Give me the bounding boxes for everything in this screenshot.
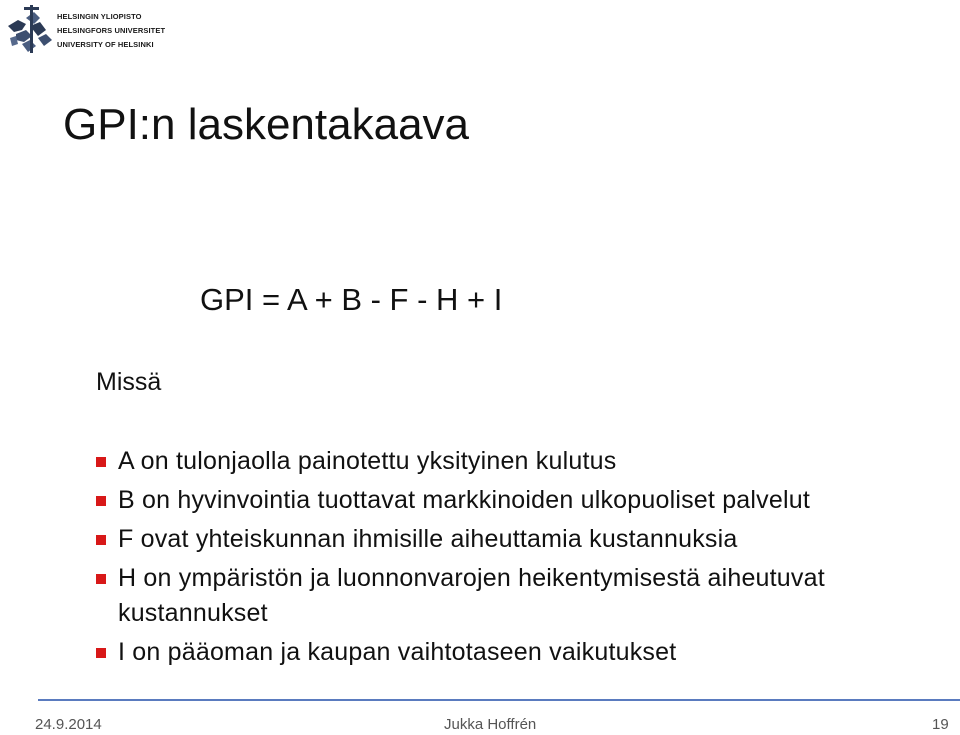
- bullet-item: [96, 635, 936, 670]
- bullet-text: H on ympäristön ja luonnonvarojen heikentymisestä aiheutuvat kustannukset: [118, 564, 825, 627]
- bullet-text: A on tulonjaolla painotettu yksityinen kulutus: [118, 447, 617, 475]
- page-number: 19: [932, 716, 949, 733]
- bullet-item: [96, 522, 936, 557]
- slide-title: GPI:n laskentakaava: [63, 100, 470, 149]
- bullet-list: [96, 444, 936, 674]
- bullet-item: [96, 444, 936, 479]
- bullet-text: B on hyvinvointia tuottavat markkinoiden ulkopuoliset palvelut: [118, 486, 810, 514]
- university-name-sv: HELSINGFORS UNIVERSITET: [57, 26, 166, 35]
- intro-text: Missä: [96, 368, 162, 396]
- university-name-fi: HELSINGIN YLIOPISTO: [57, 12, 142, 21]
- bullet-item: [96, 483, 936, 518]
- bullet-item: [96, 561, 936, 631]
- university-name-en: UNIVERSITY OF HELSINKI: [57, 40, 154, 49]
- university-names: [57, 10, 165, 52]
- footer-author: Jukka Hoffrén: [444, 716, 537, 733]
- square-bullet-icon: [96, 535, 106, 545]
- gpi-formula: GPI = A + B - F - H + I: [200, 282, 503, 317]
- university-logo: [4, 4, 166, 54]
- square-bullet-icon: [96, 574, 106, 584]
- square-bullet-icon: [96, 457, 106, 467]
- bullet-text: F ovat yhteiskunnan ihmisille aiheuttamia kustannuksia: [118, 525, 738, 553]
- bullet-text: I on pääoman ja kaupan vaihtotaseen vaikutukset: [118, 638, 677, 666]
- university-seal-icon: [4, 4, 56, 54]
- footer-date: 24.9.2014: [35, 716, 102, 733]
- square-bullet-icon: [96, 648, 106, 658]
- footer-divider: [38, 699, 960, 701]
- square-bullet-icon: [96, 496, 106, 506]
